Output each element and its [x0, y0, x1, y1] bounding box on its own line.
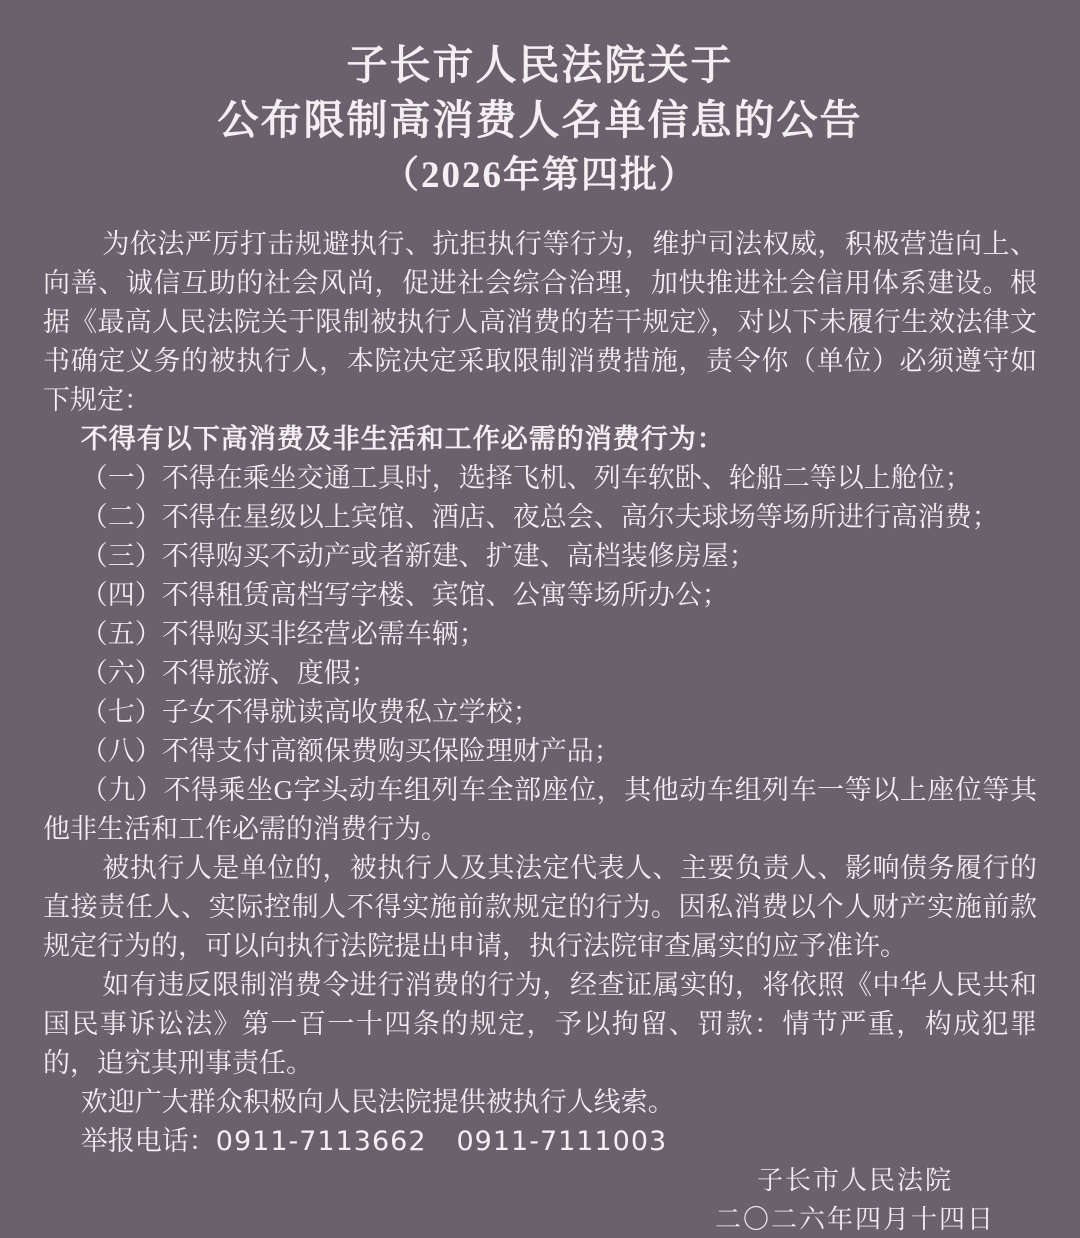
signature-block [715, 1161, 995, 1238]
rule-item-2: （二）不得在星级以上宾馆、酒店、夜总会、高尔夫球场等场所进行高消费； [80, 502, 999, 532]
document-body [43, 225, 1037, 1161]
welcome-clues-line: 欢迎广大群众积极向人民法院提供被执行人线索。 [80, 1087, 675, 1117]
rules-header: 不得有以下高消费及非生活和工作必需的消费行为： [80, 424, 725, 454]
document-title [43, 38, 1037, 203]
unit-entity-paragraph: 被执行人是单位的，被执行人及其法定代表人、主要负责人、影响债务履行的直接责任人、实际控制人不得实施前款规定的行为。因私消费以个人财产实施前款规定行为的，可以向执行法院提出申请，执行法院审查属实的应予准许。 [43, 853, 1037, 961]
rule-item-4: （四）不得租赁高档写字楼、宾馆、公寓等场所办公； [80, 580, 729, 610]
phone-number-2: 0911-7111003 [456, 1126, 668, 1157]
intro-paragraph: 为依法严厉打击规避执行、抗拒执行等行为，维护司法权威，积极营造向上、向善、诚信互助的社会风尚，促进社会综合治理，加快推进社会信用体系建设。根据《最高人民法院关于限制被执行人高消费的若干规定》，对以下未履行生效法律文书确定义务的被执行人，本院决定采取限制消费措施，责令你（单位）必须遵守如下规定： [43, 229, 1037, 415]
report-phone-line [43, 1122, 1037, 1161]
rule-item-5: （五）不得购买非经营必需车辆； [80, 619, 486, 649]
signature-date: 二〇二六年四月十四日 [714, 1205, 995, 1234]
court-name: 子长市人民法院 [756, 1166, 953, 1195]
title-line-batch: （2026年第四批） [382, 155, 698, 196]
rule-item-6: （六）不得旅游、度假； [80, 658, 378, 688]
title-line-2: 公布限制高消费人名单信息的公告 [217, 97, 863, 143]
rule-item-9: （九）不得乘坐G字头动车组列车全部座位，其他动车组列车一等以上座位等其他非生活和工作必需的消费行为。 [43, 775, 1037, 844]
rule-item-8: （八）不得支付高额保费购买保险理财产品； [80, 736, 621, 766]
rule-item-3: （三）不得购买不动产或者新建、扩建、高档装修房屋； [80, 541, 756, 571]
phone-number-1: 0911-7113662 [215, 1126, 427, 1157]
violation-consequences-paragraph: 如有违反限制消费令进行消费的行为，经查证属实的，将依照《中华人民共和国民事诉讼法》第一百一十四条的规定，予以拘留、罚款：情节严重，构成犯罪的，追究其刑事责任。 [43, 970, 1037, 1078]
phone-label: 举报电话： [80, 1126, 216, 1156]
rule-item-1: （一）不得在乘坐交通工具时，选择飞机、列车软卧、轮船二等以上舱位； [80, 463, 972, 493]
title-line-1: 子长市人民法院关于 [346, 42, 734, 88]
rule-item-7: （七）子女不得就读高收费私立学校； [80, 697, 540, 727]
